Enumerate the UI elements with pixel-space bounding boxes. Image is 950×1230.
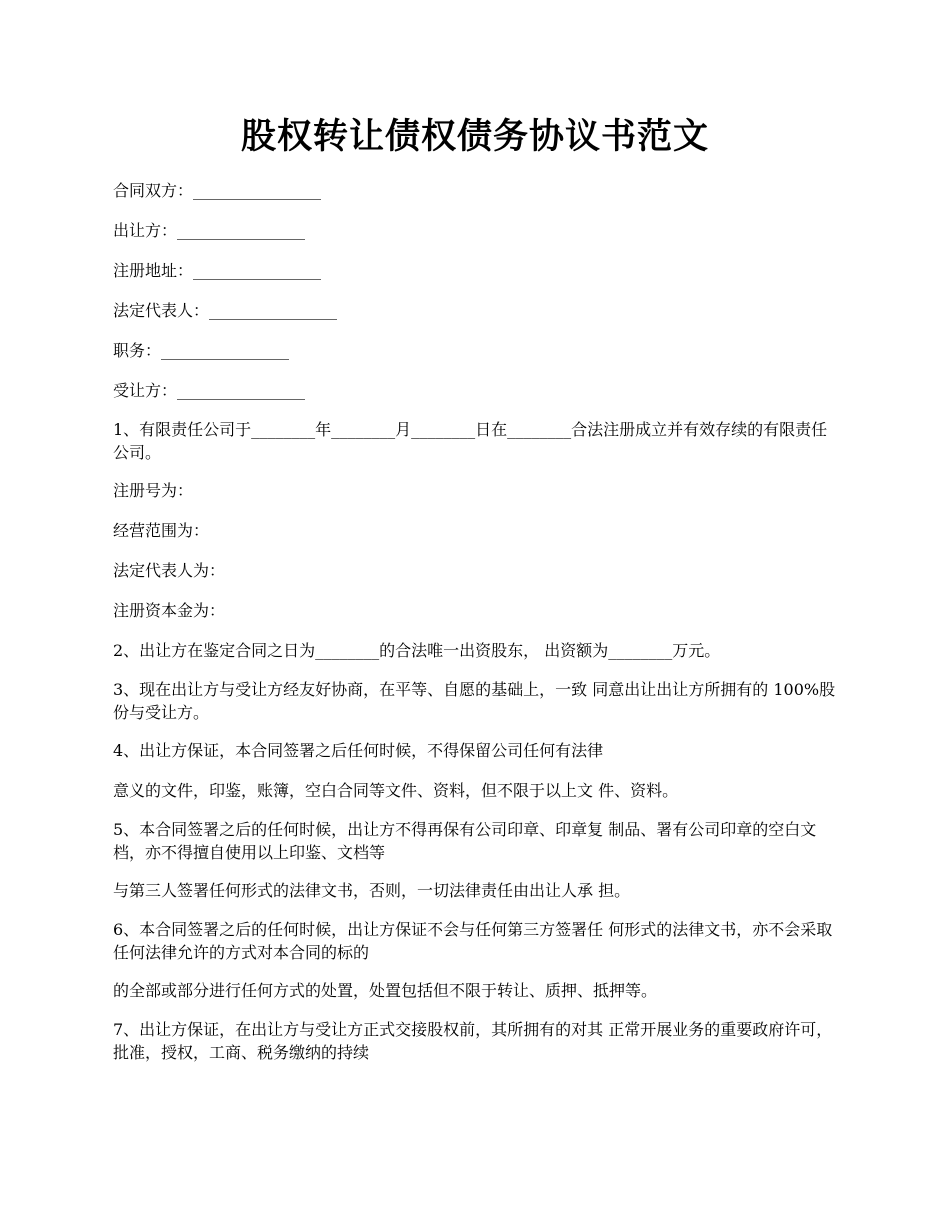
legal-representative-line: 法定代表人：________________ bbox=[113, 301, 338, 320]
clause-6: 6、本合同签署之后的任何时候，出让方保证不会与任何第三方签署任 何形式的法律文书，亦不会采取任何法律允许的方式对本合同的标的 bbox=[113, 920, 833, 962]
position-line: 职务：________________ bbox=[113, 341, 290, 360]
clause-7: 7、出让方保证，在出让方与受让方正式交接股权前，其所拥有的对其 正常开展业务的重要政府许可，批准，授权，工商、税务缴纳的持续 bbox=[113, 1020, 833, 1062]
clause-4: 4、出让方保证，本合同签署之后任何时候，不得保留公司任何有法律 bbox=[113, 741, 604, 760]
clause-5-continued: 与第三人签署任何形式的法律文书，否则，一切法律责任由出让人承 担。 bbox=[113, 881, 631, 900]
contract-parties-line: 合同双方：________________ bbox=[113, 181, 322, 200]
clause-2: 2、出让方在鉴定合同之日为________的合法唯一出资股东， 出资额为________万元。 bbox=[113, 641, 721, 660]
document-title: 股权转让债权债务协议书范文 bbox=[240, 116, 709, 157]
registered-address-line: 注册地址：________________ bbox=[113, 261, 322, 280]
transferee-line: 受让方：________________ bbox=[113, 381, 306, 400]
registration-number-line: 注册号为： bbox=[113, 481, 194, 500]
legal-representative-is-line: 法定代表人为： bbox=[113, 561, 226, 580]
document-body bbox=[113, 178, 843, 1078]
clause-3: 3、现在出让方与受让方经友好协商，在平等、自愿的基础上，一致 同意出让出让方所拥有的 100%股份与受让方。 bbox=[113, 680, 836, 722]
business-scope-line: 经营范围为： bbox=[113, 521, 210, 540]
transferor-line: 出让方：________________ bbox=[113, 221, 306, 240]
clause-5: 5、本合同签署之后的任何时候，出让方不得再保有公司印章、印章复 制品、署有公司印章的空白文档，亦不得擅自使用以上印鉴、文档等 bbox=[113, 820, 817, 862]
registered-capital-line: 注册资本金为： bbox=[113, 601, 226, 620]
clause-1: 1、有限责任公司于________年________月________日在________合法注册成立并有效存续的有限责任公司。 bbox=[113, 420, 828, 462]
clause-4-continued: 意义的文件，印鉴，账簿，空白合同等文件、资料，但不限于以上文 件、资料。 bbox=[113, 781, 679, 800]
clause-6-continued: 的全部或部分进行任何方式的处置，处置包括但不限于转让、质押、抵押等。 bbox=[113, 981, 658, 1000]
